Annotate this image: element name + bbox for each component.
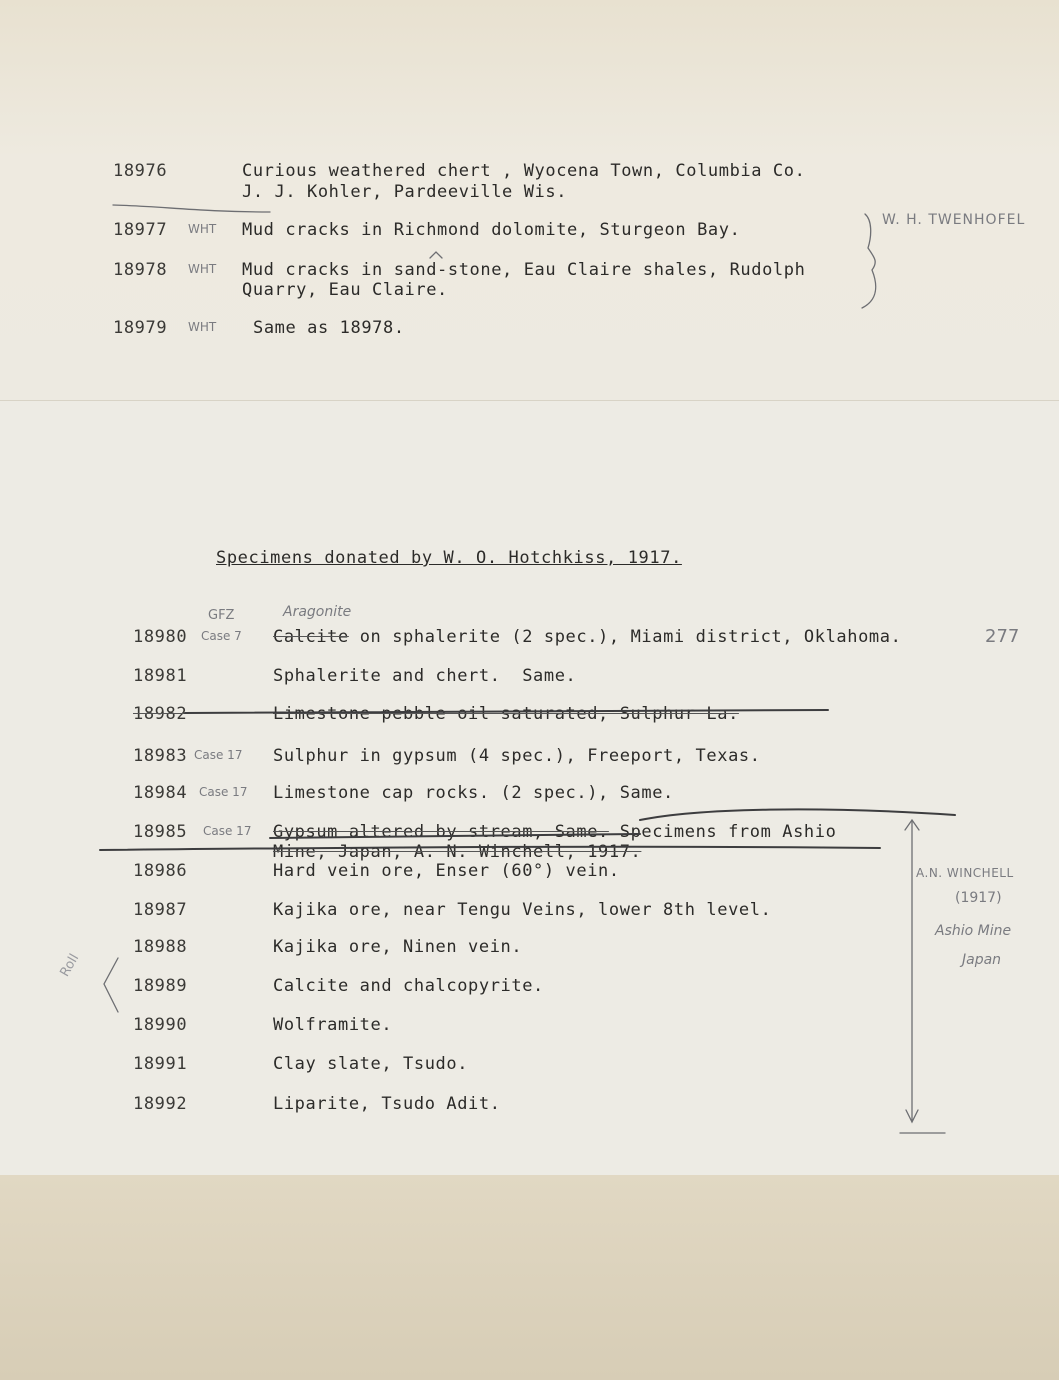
strike-line-18985-a [270, 834, 640, 838]
entry-text-line2: J. J. Kohler, Pardeeville Wis. [242, 182, 568, 202]
entry-text: Hard vein ore, Enser (60°) vein. [273, 861, 620, 881]
handwritten-initials: WHT [188, 222, 217, 236]
entry-text: Sphalerite and chert. Same. [273, 666, 577, 686]
catalog-number: 18980 [133, 627, 188, 647]
catalog-number: 18983 [133, 746, 188, 766]
catalog-number: 18985 [133, 822, 188, 842]
entry-text: Kajika ore, near Tengu Veins, lower 8th level. [273, 900, 772, 920]
entry-text: Calcite and chalcopyrite. [273, 976, 544, 996]
strike-line-18982 [185, 710, 828, 713]
catalog-number: 18991 [133, 1054, 188, 1074]
handwritten-number: 277 [985, 626, 1020, 647]
entry-text-line2: Quarry, Eau Claire. [242, 280, 448, 300]
entry-text-line2-struck: Mine, Japan, A. N. Winchell, 1917. [273, 842, 642, 862]
margin-note-line: A.N. WINCHELL [916, 866, 1014, 880]
entry-text-rest: on sphalerite (2 spec.), Miami district, Oklahoma. [348, 627, 902, 647]
catalog-number: 18981 [133, 666, 188, 686]
catalog-number: 18990 [133, 1015, 188, 1035]
handwritten-initials: WHT [188, 320, 217, 334]
catalog-number-struck: 18982 [133, 704, 188, 724]
left-bracket-mark [104, 958, 118, 1012]
entry-text: Kajika ore, Ninen vein. [273, 937, 523, 957]
entry-text: Limestone cap rocks. (2 spec.), Same. [273, 783, 674, 803]
handwritten-initials: WHT [188, 262, 217, 276]
handwritten-case: Case 17 [203, 824, 252, 838]
catalog-number: 18986 [133, 861, 188, 881]
handwritten-correction: Aragonite [283, 604, 352, 620]
catalog-number: 18977 [113, 220, 168, 240]
margin-note-line: Ashio Mine [935, 923, 1012, 939]
catalog-number: 18989 [133, 976, 188, 996]
catalog-number: 18987 [133, 900, 188, 920]
margin-note-line: Japan [962, 952, 1002, 968]
strike-line-18985-c [100, 847, 880, 850]
entry-text: Mud cracks in sand-stone, Eau Claire shales, Rudolph [242, 260, 806, 280]
margin-note-line: (1917) [955, 890, 1002, 906]
twenhofel-bracket [862, 214, 876, 308]
entry-text: Mud cracks in Richmond dolomite, Sturgeon Bay. [242, 220, 741, 240]
entry-text-struck: Limestone pebble oil saturated, Sulphur La. [273, 704, 739, 724]
handwritten-case: Case 7 [201, 629, 242, 643]
section-heading: Specimens donated by W. O. Hotchkiss, 1917. [216, 548, 682, 568]
catalog-number: 18979 [113, 318, 168, 338]
separator-line-mark [113, 205, 270, 212]
struck-text: Gypsum altered by stream, Same. [273, 822, 609, 842]
entry-text: Clay slate, Tsudo. [273, 1054, 469, 1074]
struck-word: Calcite [273, 627, 349, 647]
left-margin-note: Roll [57, 951, 83, 980]
handwritten-case: Case 17 [199, 785, 248, 799]
strike-line-18985-b [640, 809, 955, 820]
catalog-number: 18978 [113, 260, 168, 280]
entry-text: Sulphur in gypsum (4 spec.), Freeport, Texas. [273, 746, 761, 766]
entry-text: Same as 18978. [253, 318, 405, 338]
catalog-number: 18984 [133, 783, 188, 803]
entry-text: Curious weathered chert , Wyocena Town, Columbia Co. [242, 161, 806, 181]
margin-note-twenhofel: W. H. TWENHOFEL [882, 212, 1026, 228]
catalog-number: 18988 [133, 937, 188, 957]
handwritten-case: Case 17 [194, 748, 243, 762]
handwritten-location-code: GFZ [208, 608, 235, 623]
catalog-number: 18976 [113, 161, 168, 181]
entry-text: Liparite, Tsudo Adit. [273, 1094, 501, 1114]
caret-mark [430, 252, 442, 258]
catalog-number: 18992 [133, 1094, 188, 1114]
entry-text: Wolframite. [273, 1015, 393, 1035]
entry-text-specimens: Specimens from Ashio [619, 822, 837, 842]
